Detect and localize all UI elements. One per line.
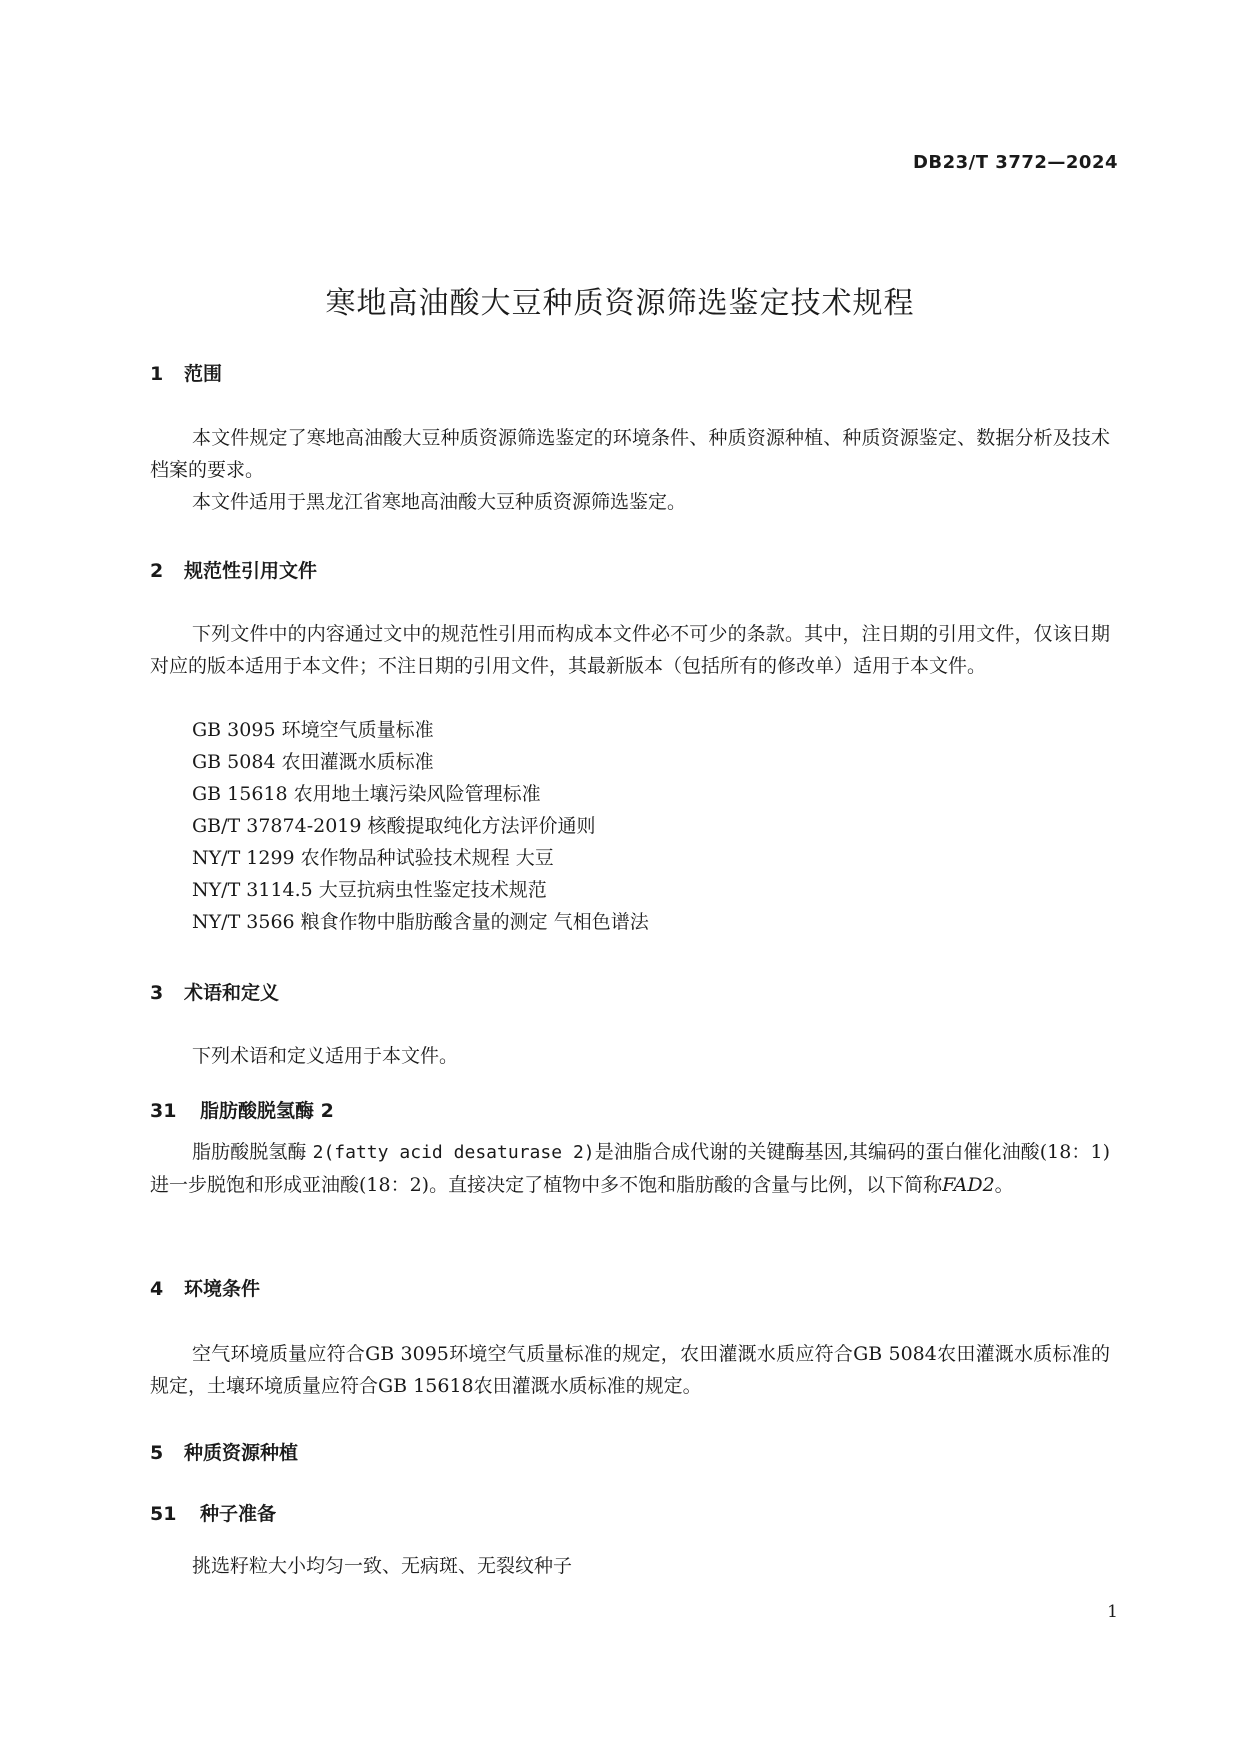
term-text: 脂肪酸脱氢酶	[192, 1141, 313, 1163]
section-number: 31	[150, 1100, 177, 1122]
section-31-paragraph-1	[150, 1136, 1110, 1201]
section-1-heading	[150, 361, 222, 387]
section-2-paragraph-1: 下列文件中的内容通过文中的规范性引用而构成本文件必不可少的条款。其中，注日期的引用文件，仅该日期对应的版本适用于本文件；不注日期的引用文件，其最新版本（包括所有的修改单）适用于本文件。	[150, 623, 1110, 677]
section-title: 种子准备	[200, 1503, 277, 1525]
section-31-heading	[150, 1098, 334, 1124]
reference-item: GB 5084 农田灌溉水质标准	[192, 751, 434, 773]
section-title: 术语和定义	[184, 982, 280, 1004]
section-title: 种质资源种植	[184, 1442, 299, 1464]
section-title: 环境条件	[184, 1278, 261, 1300]
section-number: 4	[150, 1278, 164, 1300]
section-number: 2	[150, 560, 164, 582]
term-english: 2(fatty acid desaturase 2)	[312, 1142, 595, 1163]
section-51-heading	[150, 1501, 276, 1527]
section-4-paragraph-1: 空气环境质量应符合GB 3095环境空气质量标准的规定，农田灌溉水质应符合GB 5084农田灌溉水质标准的规定，土壤环境质量应符合GB 15618农田灌溉水质标准的规定。	[150, 1343, 1110, 1397]
section-51-paragraph-1: 挑选籽粒大小均匀一致、无病斑、无裂纹种子	[192, 1555, 573, 1577]
section-3-heading	[150, 980, 279, 1006]
definition-text: 是油脂合成代谢的关键酶基因,其编码的蛋白催化油酸(18：1)进一步脱饱和形成亚油酸(18：2)。直接决定了植物中多不饱和脂肪酸的含量与比例，以下简称	[150, 1141, 1110, 1196]
section-number: 5	[150, 1442, 164, 1464]
section-number: 3	[150, 982, 164, 1004]
abbreviation: FAD2	[942, 1174, 995, 1196]
definition-end: 。	[994, 1174, 1014, 1196]
page-number: 1	[1107, 1602, 1118, 1622]
section-title: 规范性引用文件	[184, 560, 318, 582]
section-4-heading	[150, 1276, 260, 1302]
section-title: 脂肪酸脱氢酶 2	[200, 1100, 334, 1122]
section-3-paragraph-1: 下列术语和定义适用于本文件。	[192, 1045, 459, 1067]
document-title: 寒地高油酸大豆种质资源筛选鉴定技术规程	[325, 286, 915, 321]
section-2-heading	[150, 558, 317, 584]
section-1-paragraph-2: 本文件适用于黑龙江省寒地高油酸大豆种质资源筛选鉴定。	[192, 491, 687, 513]
section-number: 1	[150, 363, 164, 385]
reference-item: NY/T 1299 农作物品种试验技术规程 大豆	[192, 847, 554, 869]
document-code: DB23/T 3772—2024	[912, 152, 1118, 173]
section-number: 51	[150, 1503, 177, 1525]
reference-item: GB 15618 农用地土壤污染风险管理标准	[192, 783, 541, 805]
reference-item: GB/T 37874-2019 核酸提取纯化方法评价通则	[192, 815, 596, 837]
section-1-paragraph-1: 本文件规定了寒地高油酸大豆种质资源筛选鉴定的环境条件、种质资源种植、种质资源鉴定、数据分析及技术档案的要求。	[150, 427, 1110, 481]
reference-item: NY/T 3566 粮食作物中脂肪酸含量的测定 气相色谱法	[192, 911, 649, 933]
reference-item: NY/T 3114.5 大豆抗病虫性鉴定技术规范	[192, 879, 547, 901]
section-5-heading	[150, 1440, 298, 1466]
section-title: 范围	[184, 363, 223, 385]
reference-item: GB 3095 环境空气质量标准	[192, 719, 434, 741]
